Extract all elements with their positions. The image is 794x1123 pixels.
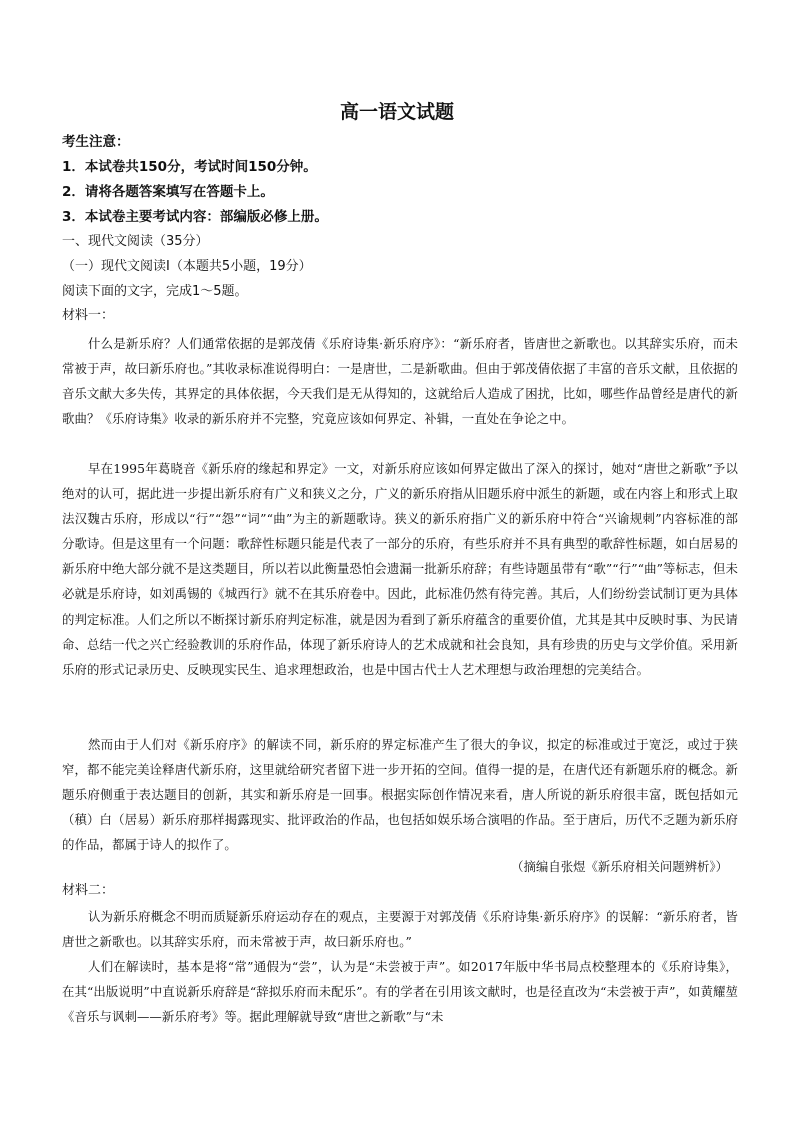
material-1-source: （摘编自张煜《新乐府相关问题辨析》） (511, 859, 728, 874)
notice-heading: 考生注意： (62, 134, 130, 150)
section-heading: 一、现代文阅读（35分） (62, 234, 209, 249)
notice-item-3: 3．本试卷主要考试内容：部编版必修上册。 (62, 209, 328, 225)
section-subheading: （一）现代文阅读Ⅰ（本题共5小题，19分） (62, 259, 312, 274)
material-2-paragraph-1: 认为新乐府概念不明而质疑新乐府运动存在的观点，主要源于对郭茂倩《乐府诗集·新乐府序》的误解：“新乐府者，皆唐世之新歌也。以其辞实乐府，而未常被于声，故曰新乐府也。” (62, 909, 738, 950)
exam-title: 高一语文试题 (339, 101, 454, 123)
material-2-paragraph-2: 人们在解读时，基本是将“常”通假为“尝”，认为是“未尝被于声”。如2017年版中华书局点校整理本的《乐府诗集》，在其“出版说明”中直说新乐府辞是“辞拟乐府而未配乐”。有的学者在引用该文献时，也是径直改为“未尝被于声”，如黄耀堃《音乐与讽刺——新乐府考》等。据此理解就导致“唐世之新歌”与“未 (62, 959, 738, 1025)
material-1-paragraph-1: 什么是新乐府？人们通常依据的是郭茂倩《乐府诗集·新乐府序》：“新乐府者，皆唐世之新歌也。以其辞实乐府，而未常被于声，故曰新乐府也。”其收录标准说得明白：一是唐世，二是新歌曲。但由于郭茂倩依据了丰富的音乐文献，且依据的音乐文献大多失传，其界定的具体依据，今天我们是无从得知的，这就给后人造成了困扰，比如，哪些作品曾经是唐代的新歌曲？《乐府诗集》收录的新乐府并不完整，究竟应该如何界定、补辑，一直处在争论之中。 (62, 336, 738, 427)
material-1-label: 材料一： (62, 308, 115, 323)
notice-item-2: 2．请将各题答案填写在答题卡上。 (62, 184, 274, 200)
section-instruction: 阅读下面的文字，完成1～5题。 (62, 284, 248, 299)
material-2-label: 材料二： (62, 883, 115, 898)
material-1-paragraph-2: 早在1995年葛晓音《新乐府的缘起和界定》一文，对新乐府应该如何界定做出了深入的探讨，她对“唐世之新歌”予以绝对的认可，据此进一步提出新乐府有广义和狭义之分，广义的新乐府指从旧题乐府中派生的新题，或在内容上和形式上取法汉魏古乐府，形成以“行”“怨”“词”“曲”为主的新题歌诗。狭义的新乐府指广义的新乐府中符合“兴谕规刺”内容标准的部分歌诗。但是这里有一个问题：歌辞性标题只能是代表了一部分的乐府，有些乐府并不具有典型的歌辞性标题，如白居易的新乐府中绝大部分就不是这类题目，所以若以此衡量恐怕会遗漏一批新乐府辞；有些诗题虽带有“歌”“行”“曲”等标志，但未必就是乐府诗，如刘禹锡的《城西行》就不在其乐府卷中。因此，此标准仍然有待完善。其后，人们纷纷尝试制订更为具体的判定标准。人们之所以不断探讨新乐府判定标准，就是因为看到了新乐府蕴含的重要价值，尤其是其中反映时事、为民请命、总结一代之兴亡经验教训的乐府作品，体现了新乐府诗人的艺术成就和社会良知，具有珍贵的历史与文学价值。采用新乐府的形式记录历史、反映现实民生、追求理想政治，也是中国古代士人艺术理想与政治理想的完美结合。 (62, 461, 738, 677)
material-1-paragraph-3: 然而由于人们对《新乐府序》的解读不同，新乐府的界定标准产生了很大的争议，拟定的标准或过于宽泛，或过于狭窄，都不能完美诠释唐代新乐府，这里就给研究者留下进一步开拓的空间。值得一提的是，在唐代还有新题乐府的概念。新题乐府侧重于表达题目的创新，其实和新乐府是一回事。根据实际创作情况来看，唐人所说的新乐府很丰富，既包括如元（稹）白（居易）新乐府那样揭露现实、批评政治的作品，也包括如娱乐场合演唱的作品。至于唐后，历代不乏题为新乐府的作品，都属于诗人的拟作了。 (62, 737, 738, 853)
notice-item-1: 1．本试卷共150分，考试时间150分钟。 (62, 159, 317, 175)
